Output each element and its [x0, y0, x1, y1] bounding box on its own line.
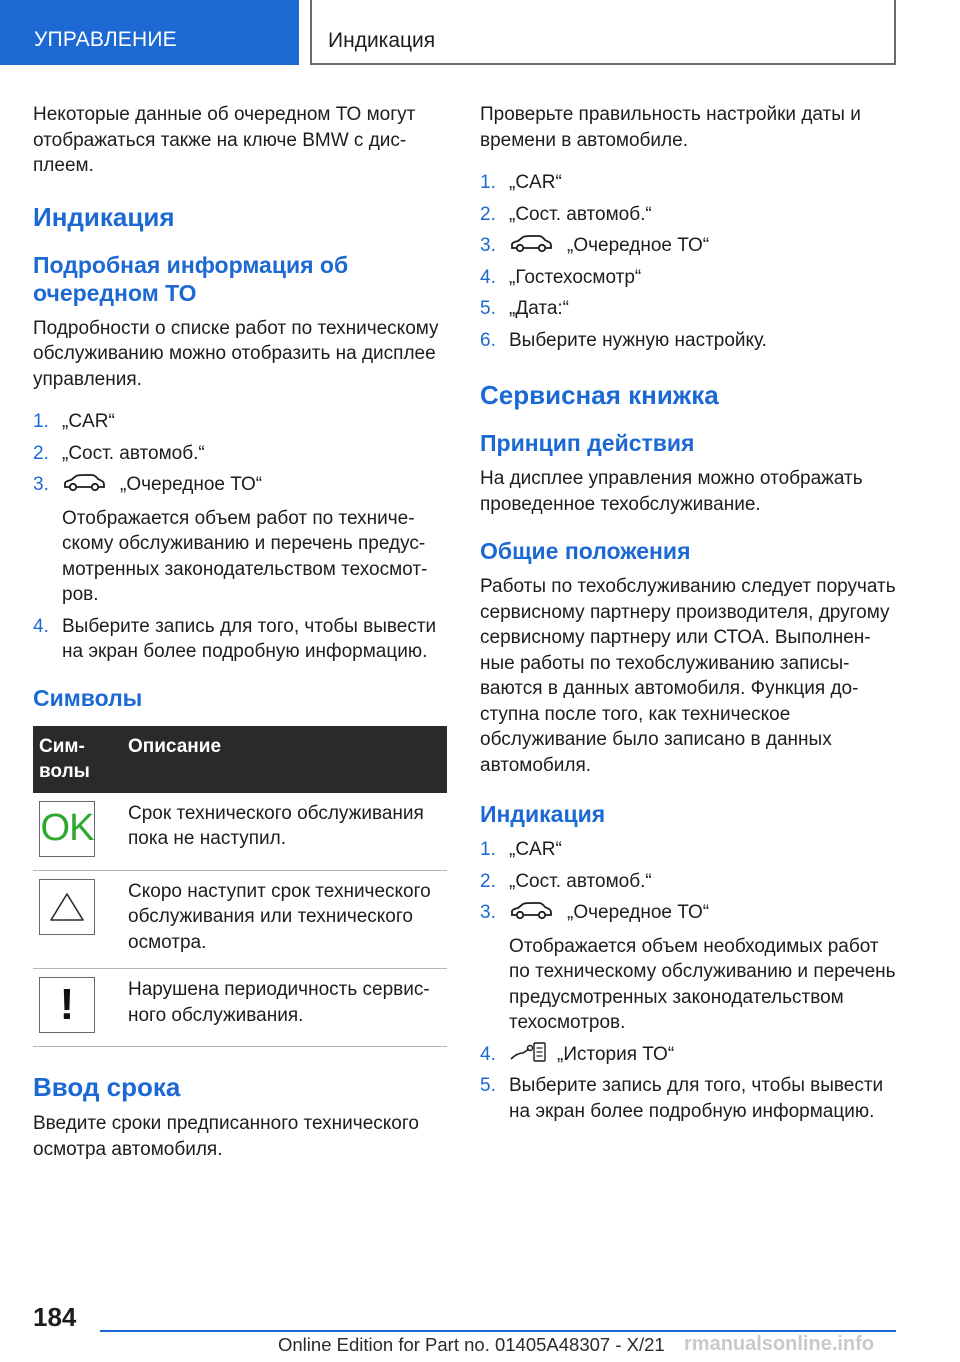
step-number: 1.: [33, 411, 49, 432]
history-steps: [480, 837, 898, 1124]
step-number: 4.: [480, 1043, 496, 1065]
table-row: [33, 969, 447, 1047]
step-text: „Очередное ТО“: [120, 474, 263, 495]
exclamation-symbol-text: !: [59, 980, 75, 1030]
list-item: [480, 233, 898, 259]
car-icon: [509, 901, 553, 921]
column-header-description: Описание: [122, 726, 447, 793]
step-text: „CAR“: [509, 172, 562, 193]
heading-symbols: Символы: [33, 684, 143, 711]
step-number: 4.: [33, 615, 49, 637]
right-column: [480, 102, 898, 1143]
header-section-label: УПРАВЛЕНИЕ: [34, 28, 177, 51]
step-number: 2.: [33, 442, 49, 464]
list-item: [480, 328, 898, 354]
table-row: [33, 870, 447, 969]
heading-deadline: Ввод срока: [33, 1072, 181, 1102]
list-item: [480, 170, 898, 196]
list-item: [33, 614, 451, 665]
step-number: 3.: [33, 474, 49, 495]
header-section-tab: [0, 0, 299, 65]
footer-edition: Online Edition for Part no. 01405A48307 - X/21: [278, 1334, 665, 1355]
step-number: 6.: [480, 329, 496, 351]
step-number: 4.: [480, 266, 496, 288]
list-item: [480, 265, 898, 291]
warning-triangle-icon: [39, 879, 95, 935]
table-cell-description: Срок технического обслуживания пока не наступил.: [122, 793, 447, 871]
list-item: [480, 1073, 898, 1124]
step-subtext: Отображается объем необходимых работ по техническому обслуживанию и перечень предусмотренных законодательством техосмотров.: [509, 935, 896, 1033]
step-text: „Очередное ТО“: [567, 235, 710, 256]
exclamation-icon: [39, 977, 95, 1033]
step-number: 5.: [480, 298, 496, 319]
step-number: 2.: [480, 203, 496, 225]
heading-indication-right: Индикация: [480, 801, 606, 827]
list-item: [480, 1042, 898, 1068]
step-number: 2.: [480, 870, 496, 892]
table-cell-description: Нарушена периодичность сервисного обслуживания.: [122, 969, 447, 1047]
intro-paragraph: Некоторые данные об очередном ТО могут отображаться также на ключе BMW с дисплеем.: [33, 104, 416, 176]
heading-general: Общие положения: [480, 538, 691, 564]
list-item: [480, 900, 898, 1036]
list-item: [480, 296, 898, 322]
table-header-row: [33, 726, 447, 793]
step-number: 5.: [480, 1075, 496, 1096]
list-item: [480, 837, 898, 863]
list-item: [33, 441, 451, 467]
list-item: [480, 869, 898, 895]
step-text: Выберите нужную настройку.: [509, 329, 767, 351]
general-paragraph: Работы по техобслуживанию следует поручать сервисному партнеру производителя, другому сервисному партнеру или СТОА. Выполненные работы по техобслуживанию записываются в данных автомобиля. Функция доступна после того, как техническое обслуживание было записано в данных автомобиля.: [480, 576, 896, 776]
table-row: [33, 793, 447, 871]
table-cell-description: Скоро наступит срок технического обслуживания или технического осмотра.: [122, 870, 447, 969]
principle-paragraph: На дисплее управления можно отображать проведенное техобслуживание.: [480, 468, 863, 515]
column-header-symbol: Символы: [33, 726, 122, 793]
car-icon: [509, 234, 553, 254]
details-paragraph: Подробности о списке работ по техническому обслуживанию можно отобразить на дисплее управления.: [33, 317, 439, 390]
step-number: 1.: [480, 172, 496, 193]
step-text: „Сост. автомоб.“: [509, 203, 652, 225]
list-item: [480, 202, 898, 228]
step-number: 3.: [480, 902, 496, 923]
symbols-table: [33, 726, 447, 1048]
step-number: 1.: [480, 839, 496, 860]
ok-icon: [39, 801, 95, 857]
check-paragraph: Проверьте правильность настройки даты и времени в автомобиле.: [480, 104, 861, 151]
step-subtext: Отображается объем работ по техническому обслуживанию и перечень предусмотренных законодательством техосмотров.: [62, 507, 428, 605]
step-text: „Дата:“: [509, 298, 570, 319]
step-number: 3.: [480, 235, 496, 256]
ok-symbol-text: OK: [40, 806, 94, 849]
header-chapter-tab: [310, 0, 896, 65]
left-column: [33, 102, 451, 1179]
step-text: Выберите запись для того, чтобы вывести на экран более подробную информацию.: [509, 1075, 884, 1122]
service-history-icon: [509, 1041, 547, 1063]
step-text: „История ТО“: [557, 1043, 675, 1065]
date-steps: [480, 170, 898, 353]
deadline-paragraph: Введите сроки предписанного технического осмотра автомобиля.: [33, 1113, 419, 1160]
list-item: [33, 409, 451, 435]
page-number: 184: [33, 1302, 77, 1332]
heading-principle: Принцип действия: [480, 430, 695, 456]
step-text: „Сост. автомоб.“: [509, 870, 652, 892]
list-item: [33, 472, 451, 608]
heading-indication: Индикация: [33, 201, 175, 232]
header-chapter-label: Индикация: [328, 29, 436, 52]
details-steps: [33, 409, 451, 665]
step-text: Выберите запись для того, чтобы вывести на экран более подробную информацию.: [62, 615, 437, 662]
footer-divider: [100, 1330, 896, 1332]
car-icon: [62, 473, 106, 493]
heading-service-book: Сервисная книжка: [480, 380, 719, 410]
footer-watermark: rmanualsonline.info: [684, 1333, 875, 1355]
step-text: „Очередное ТО“: [567, 902, 710, 923]
step-text: „Гостехосмотр“: [509, 266, 642, 288]
step-text: „CAR“: [62, 411, 115, 432]
heading-details: Подробная информация об очередном ТО: [33, 251, 349, 306]
step-text: „Сост. автомоб.“: [62, 442, 205, 464]
step-text: „CAR“: [509, 839, 562, 860]
